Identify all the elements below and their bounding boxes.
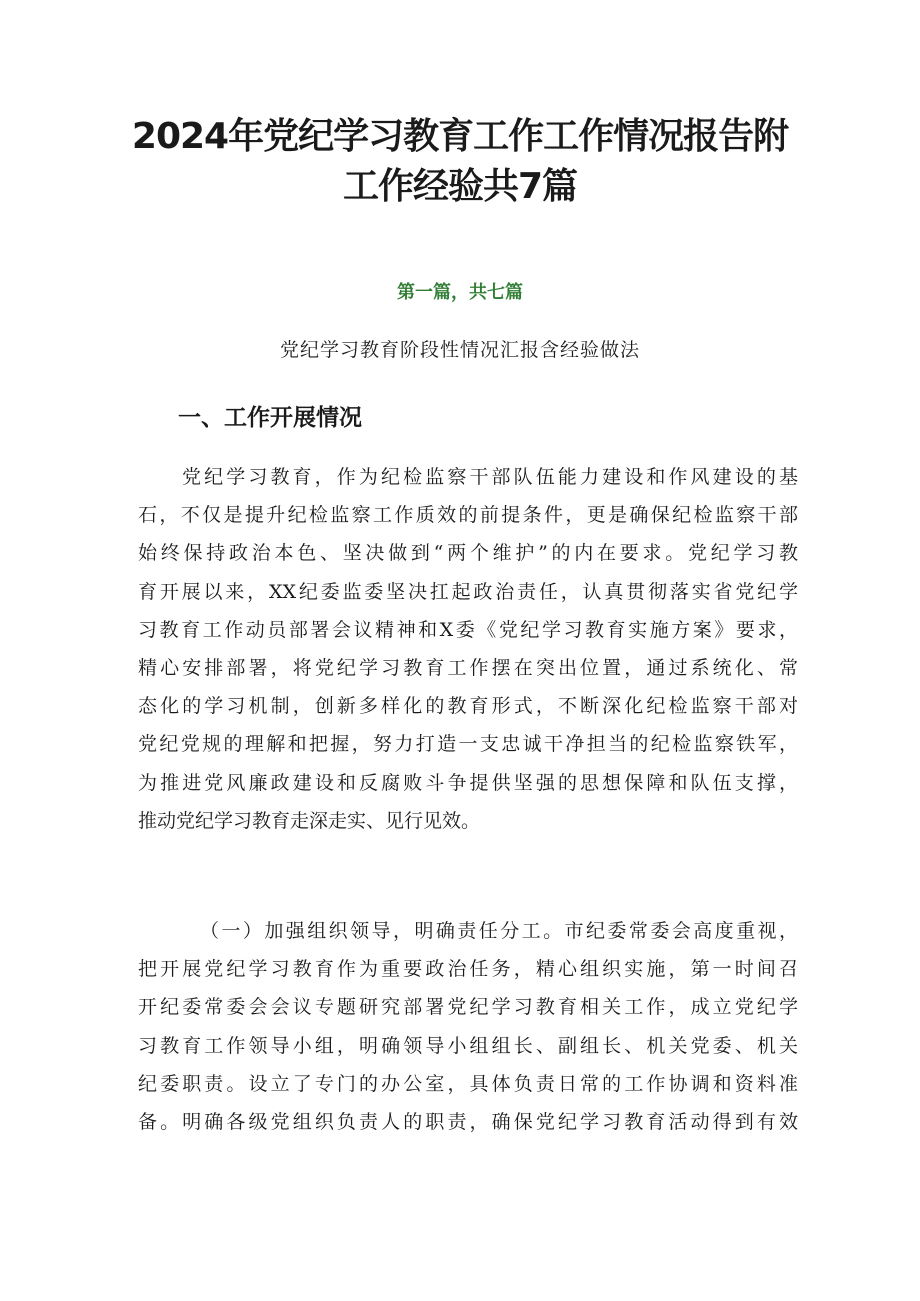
paragraph-line: 纪委职责。设立了专门的办公室，具体负责日常的工作协调和资料准 [138, 1072, 798, 1095]
paragraph-line: 育开展以来，XX纪委监委坚决扛起政治责任，认真贯彻落实省党纪学 [138, 580, 798, 603]
paragraph-line: 把开展党纪学习教育作为重要政治任务，精心组织实施，第一时间召 [138, 958, 798, 981]
paragraph-line: （一）加强组织领导，明确责任分工。市纪委常委会高度重视， [200, 920, 798, 942]
document-title-line-2: 工作经验共7篇 [342, 166, 578, 207]
article-subtitle: 党纪学习教育阶段性情况汇报含经验做法 [279, 339, 640, 361]
paragraph-line: 精心安排部署，将党纪学习教育工作摆在突出位置，通过系统化、常 [138, 656, 798, 679]
paragraph-line: 始终保持政治本色、坚决做到“两个维护”的内在要求。党纪学习教 [138, 542, 798, 565]
section-heading: 一、工作开展情况 [178, 405, 362, 431]
paragraph-line: 党纪学习教育，作为纪检监察干部队伍能力建设和作风建设的基 [182, 466, 798, 488]
paragraph-line: 为推进党风廉政建设和反腐败斗争提供坚强的思想保障和队伍支撑， [138, 771, 798, 794]
paragraph-line: 态化的学习机制，创新多样化的教育形式，不断深化纪检监察干部对 [138, 695, 798, 718]
part-label: 第一篇，共七篇 [397, 282, 523, 303]
paragraph-line: 习教育工作领导小组，明确领导小组组长、副组长、机关党委、机关 [138, 1034, 798, 1057]
document-title-line-1: 2024年党纪学习教育工作工作情况报告附 [131, 116, 789, 157]
paragraph-2 [138, 912, 798, 1141]
paragraph-line: 推动党纪学习教育走深走实、见行见效。 [138, 809, 481, 832]
paragraph-line: 备。明确各级党组织负责人的职责，确保党纪学习教育活动得到有效 [138, 1110, 798, 1133]
paragraph-1 [138, 458, 798, 840]
paragraph-line: 习教育工作动员部署会议精神和X委《党纪学习教育实施方案》要求， [138, 618, 798, 641]
paragraph-line: 石，不仅是提升纪检监察工作质效的前提条件，更是确保纪检监察干部 [138, 504, 798, 527]
paragraph-line: 党纪党规的理解和把握，努力打造一支忠诚干净担当的纪检监察铁军， [138, 733, 798, 756]
document-title [120, 112, 800, 212]
paragraph-line: 开纪委常委会会议专题研究部署党纪学习教育相关工作，成立党纪学 [138, 996, 798, 1019]
